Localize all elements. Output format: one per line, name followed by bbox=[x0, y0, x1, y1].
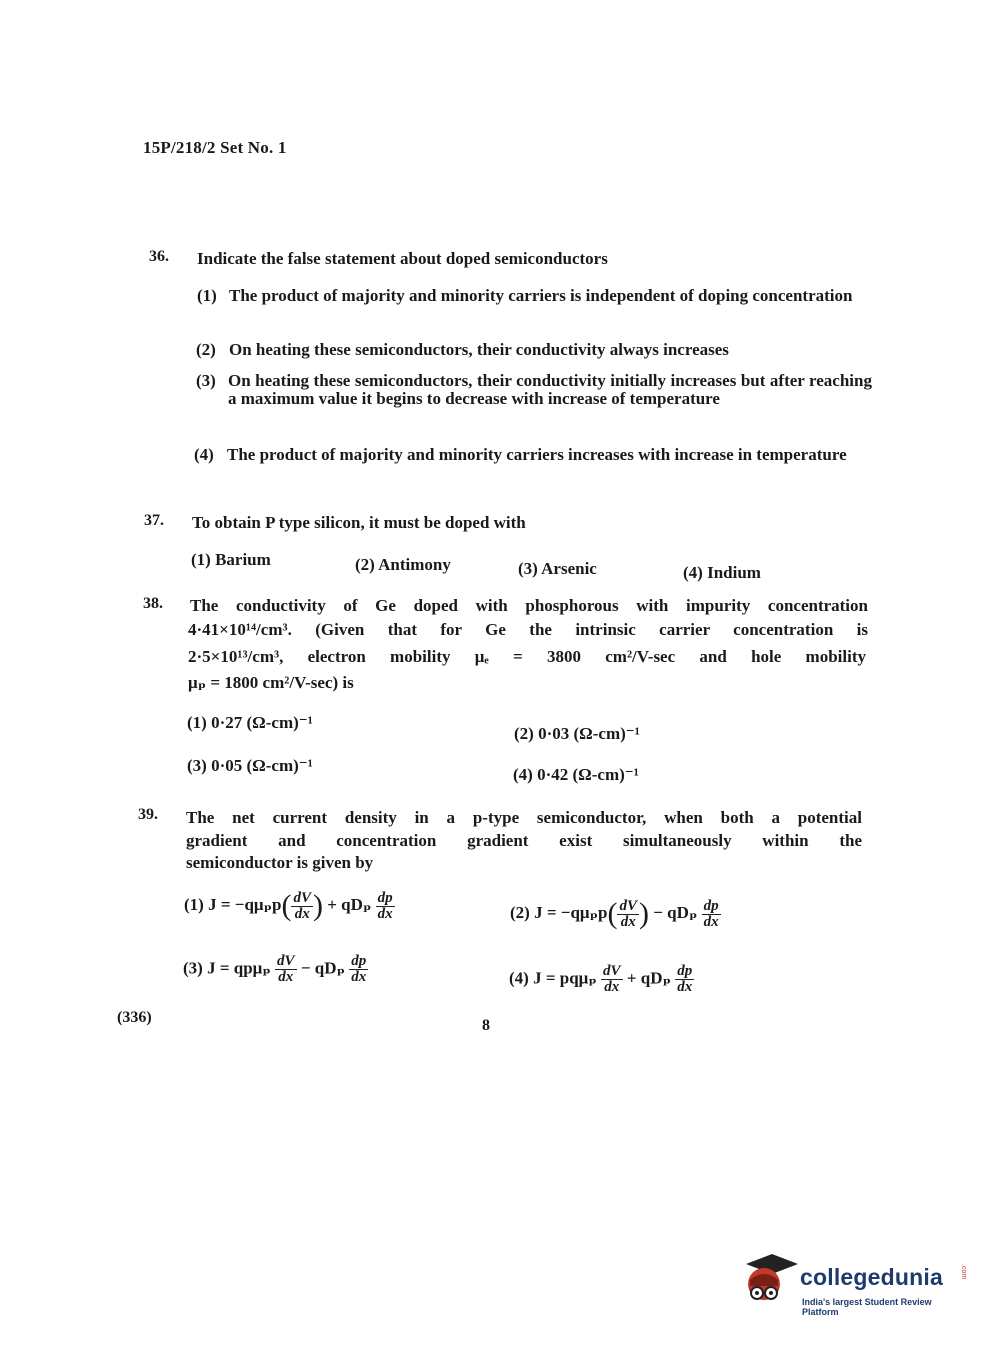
q39-opt3-num: (3) bbox=[183, 958, 203, 978]
right-paren: ) bbox=[313, 889, 323, 922]
frac-numerator: dV bbox=[603, 963, 621, 979]
mascot-icon bbox=[740, 1250, 800, 1310]
q39-opt4 bbox=[509, 964, 694, 995]
q39-number: 39. bbox=[138, 806, 158, 823]
q39-opt3 bbox=[183, 954, 368, 985]
dp-dx-fraction bbox=[376, 891, 395, 922]
q38-opt3: (3) 0·05 (Ω-cm)⁻¹ bbox=[187, 756, 313, 775]
q37-opt2: (2) Antimony bbox=[355, 555, 451, 574]
collegedunia-watermark bbox=[740, 1250, 970, 1320]
dv-dx-fraction bbox=[291, 891, 313, 922]
frac-denominator: dx bbox=[294, 905, 310, 922]
q39-line2: gradient and concentration gradient exist simultaneously within the bbox=[186, 831, 862, 850]
dv-dx-fraction bbox=[601, 964, 623, 995]
frac-denominator: dx bbox=[677, 979, 693, 995]
q38-opt1: (1) 0·27 (Ω-cm)⁻¹ bbox=[187, 713, 313, 732]
q37-number: 37. bbox=[144, 512, 164, 529]
q36-opt3-num: (3) bbox=[196, 371, 216, 390]
q36-opt3: On heating these semiconductors, their conductivity initially increases but after reaching a maximum value it begins to decrease with increase of temperature bbox=[228, 371, 872, 408]
q39-opt4-lhs: J = pqμₚ bbox=[533, 968, 597, 988]
frac-numerator: dV bbox=[619, 897, 637, 914]
q39-opt2-lhs: J = −qμₚp bbox=[534, 902, 608, 922]
dp-dx-fraction bbox=[702, 899, 721, 930]
left-paren: ( bbox=[607, 897, 618, 930]
frac-numerator: dp bbox=[677, 963, 693, 979]
frac-denominator: dx bbox=[278, 969, 294, 985]
frac-denominator: dx bbox=[351, 969, 367, 985]
q38-opt4: (4) 0·42 (Ω-cm)⁻¹ bbox=[513, 765, 639, 784]
q39-opt1 bbox=[184, 889, 395, 923]
q39-opt3-lhs: J = qpμₚ bbox=[207, 958, 271, 978]
frac-denominator: dx bbox=[620, 913, 636, 930]
frac-numerator: dV bbox=[293, 889, 311, 906]
page-number: 8 bbox=[482, 1017, 490, 1034]
q39-opt1-num: (1) bbox=[184, 894, 204, 914]
q39-line3: semiconductor is given by bbox=[186, 853, 374, 872]
q38-number: 38. bbox=[143, 595, 163, 612]
frac-denominator: dx bbox=[703, 913, 719, 930]
q38-line4: μₚ = 1800 cm²/V-sec) is bbox=[188, 673, 354, 692]
booklet-code: (336) bbox=[117, 1009, 152, 1026]
dp-dx-fraction bbox=[675, 964, 694, 995]
q38-line3: 2·5×10¹³/cm³, electron mobility μₑ = 3800 cm²/V-sec and hole mobility bbox=[188, 647, 866, 666]
brand-com: .com bbox=[960, 1264, 967, 1280]
q37-opt1: (1) Barium bbox=[191, 550, 271, 569]
q38-opt2: (2) 0·03 (Ω-cm)⁻¹ bbox=[514, 724, 640, 743]
left-paren: ( bbox=[281, 889, 292, 922]
dp-dx-fraction bbox=[349, 954, 368, 985]
q36-opt1-num: (1) bbox=[197, 286, 217, 305]
frac-numerator: dV bbox=[277, 953, 295, 969]
frac-denominator: dx bbox=[377, 905, 393, 922]
brand-tagline: India's largest Student Review Platform bbox=[802, 1297, 932, 1317]
brand-name: collegedunia bbox=[800, 1264, 943, 1290]
q36-number: 36. bbox=[149, 248, 169, 265]
q39-opt2-mid: − qDₚ bbox=[653, 902, 698, 922]
paper-code: 15P/218/2 Set No. 1 bbox=[143, 138, 287, 157]
q36-text: Indicate the false statement about doped semiconductors bbox=[197, 249, 608, 268]
q39-opt4-num: (4) bbox=[509, 968, 529, 988]
right-paren: ) bbox=[639, 897, 649, 930]
q39-opt1-lhs: J = −qμₚp bbox=[208, 894, 282, 914]
q36-opt2-num: (2) bbox=[196, 340, 216, 359]
q36-opt4-num: (4) bbox=[194, 445, 214, 464]
frac-numerator: dp bbox=[377, 889, 393, 906]
q37-opt3: (3) Arsenic bbox=[518, 559, 597, 578]
q39-opt1-mid: + qDₚ bbox=[327, 894, 372, 914]
q36-opt4: The product of majority and minority carriers increases with increase in temperature bbox=[227, 445, 847, 464]
dv-dx-fraction bbox=[275, 954, 297, 985]
q36-opt1: The product of majority and minority carriers is independent of doping concentration bbox=[229, 286, 853, 305]
q39-opt2 bbox=[510, 897, 721, 931]
q37-text: To obtain P type silicon, it must be doped with bbox=[192, 513, 526, 532]
q37-opt4: (4) Indium bbox=[683, 563, 761, 582]
frac-numerator: dp bbox=[703, 897, 719, 914]
q38-line2: 4·41×10¹⁴/cm³. (Given that for Ge the intrinsic carrier concentration is bbox=[188, 620, 868, 639]
q39-opt3-mid: − qDₚ bbox=[300, 958, 345, 978]
q39-opt4-mid: + qDₚ bbox=[626, 968, 671, 988]
dv-dx-fraction bbox=[617, 899, 639, 930]
q38-line1: The conductivity of Ge doped with phosphorous with impurity concentration bbox=[190, 596, 868, 615]
q36-opt2: On heating these semiconductors, their conductivity always increases bbox=[229, 340, 729, 359]
frac-denominator: dx bbox=[604, 979, 620, 995]
q39-line1: The net current density in a p-type semiconductor, when both a potential bbox=[186, 808, 862, 827]
q39-opt2-num: (2) bbox=[510, 902, 530, 922]
frac-numerator: dp bbox=[351, 953, 367, 969]
